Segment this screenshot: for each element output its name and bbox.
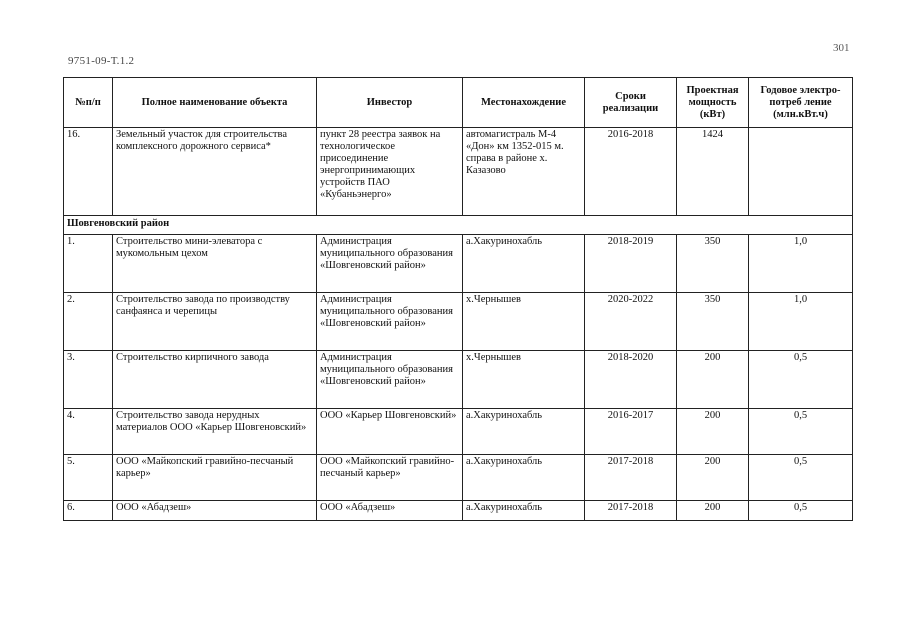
cell-terms: 2020-2022 <box>585 293 677 351</box>
cell-capacity: 200 <box>677 351 749 409</box>
cell-consumption: 0,5 <box>749 351 853 409</box>
cell-terms: 2018-2020 <box>585 351 677 409</box>
header-location: Местонахождение <box>463 78 585 128</box>
table-row <box>64 455 853 501</box>
cell-location: х.Чернышев <box>463 293 585 351</box>
cell-name: Строительство кирпичного завода <box>113 351 317 409</box>
cell-investor: Администрация муниципального образования «Шовгеновский район» <box>317 351 463 409</box>
table-row <box>64 293 853 351</box>
cell-location: автомагистраль М-4 «Дон» км 1352-015 м. справа в районе х. Казазово <box>463 128 585 216</box>
cell-capacity: 200 <box>677 501 749 521</box>
cell-name: Строительство завода по производству санфаянса и черепицы <box>113 293 317 351</box>
cell-capacity: 200 <box>677 409 749 455</box>
cell-num: 1. <box>64 235 113 293</box>
cell-location: а.Хакуринохабль <box>463 501 585 521</box>
cell-name: Земельный участок для строительства комплексного дорожного сервиса* <box>113 128 317 216</box>
cell-capacity: 350 <box>677 235 749 293</box>
cell-num: 2. <box>64 293 113 351</box>
cell-name: ООО «Абадзеш» <box>113 501 317 521</box>
cell-terms: 2016-2018 <box>585 128 677 216</box>
cell-num: 5. <box>64 455 113 501</box>
table-row <box>64 501 853 521</box>
header-investor: Инвестор <box>317 78 463 128</box>
cell-consumption: 1,0 <box>749 293 853 351</box>
cell-consumption: 0,5 <box>749 501 853 521</box>
cell-investor: ООО «Карьер Шовгеновский» <box>317 409 463 455</box>
cell-location: а.Хакуринохабль <box>463 235 585 293</box>
header-consumption: Годовое электро-потреб ление (млн.кВт.ч) <box>749 78 853 128</box>
cell-terms: 2017-2018 <box>585 455 677 501</box>
cell-num: 4. <box>64 409 113 455</box>
cell-investor: пункт 28 реестра заявок на технологическое присоединение энергопринимающих устройств ПАО «Кубаньэнерго» <box>317 128 463 216</box>
document-code: 9751-09-Т.1.2 <box>68 55 135 67</box>
cell-capacity: 350 <box>677 293 749 351</box>
cell-investor: ООО «Майкопский гравийно-песчаный карьер» <box>317 455 463 501</box>
table-row <box>64 128 853 216</box>
cell-terms: 2016-2017 <box>585 409 677 455</box>
cell-num: 3. <box>64 351 113 409</box>
cell-name: Строительство завода нерудных материалов ООО «Карьер Шовгеновский» <box>113 409 317 455</box>
cell-capacity: 200 <box>677 455 749 501</box>
table-header-row <box>64 78 853 128</box>
header-num: №п/п <box>64 78 113 128</box>
header-capacity: Проектная мощность (кВт) <box>677 78 749 128</box>
cell-terms: 2018-2019 <box>585 235 677 293</box>
cell-consumption: 0,5 <box>749 455 853 501</box>
cell-location: х.Чернышев <box>463 351 585 409</box>
cell-investor: Администрация муниципального образования «Шовгеновский район» <box>317 293 463 351</box>
cell-terms: 2017-2018 <box>585 501 677 521</box>
cell-name: ООО «Майкопский гравийно-песчаный карьер» <box>113 455 317 501</box>
cell-location: а.Хакуринохабль <box>463 455 585 501</box>
page-number: 301 <box>833 42 850 54</box>
cell-num: 16. <box>64 128 113 216</box>
table-row <box>64 351 853 409</box>
section-title: Шовгеновский район <box>64 216 853 235</box>
cell-name: Строительство мини-элеватора с мукомольным цехом <box>113 235 317 293</box>
cell-consumption: 0,5 <box>749 409 853 455</box>
table-row <box>64 409 853 455</box>
cell-num: 6. <box>64 501 113 521</box>
section-row <box>64 216 853 235</box>
header-terms: Сроки реализации <box>585 78 677 128</box>
cell-investor: Администрация муниципального образования «Шовгеновский район» <box>317 235 463 293</box>
header-name: Полное наименование объекта <box>113 78 317 128</box>
cell-capacity: 1424 <box>677 128 749 216</box>
cell-investor: ООО «Абадзеш» <box>317 501 463 521</box>
cell-consumption: 1,0 <box>749 235 853 293</box>
table-row <box>64 235 853 293</box>
cell-location: а.Хакуринохабль <box>463 409 585 455</box>
cell-consumption <box>749 128 853 216</box>
objects-table <box>63 77 853 521</box>
